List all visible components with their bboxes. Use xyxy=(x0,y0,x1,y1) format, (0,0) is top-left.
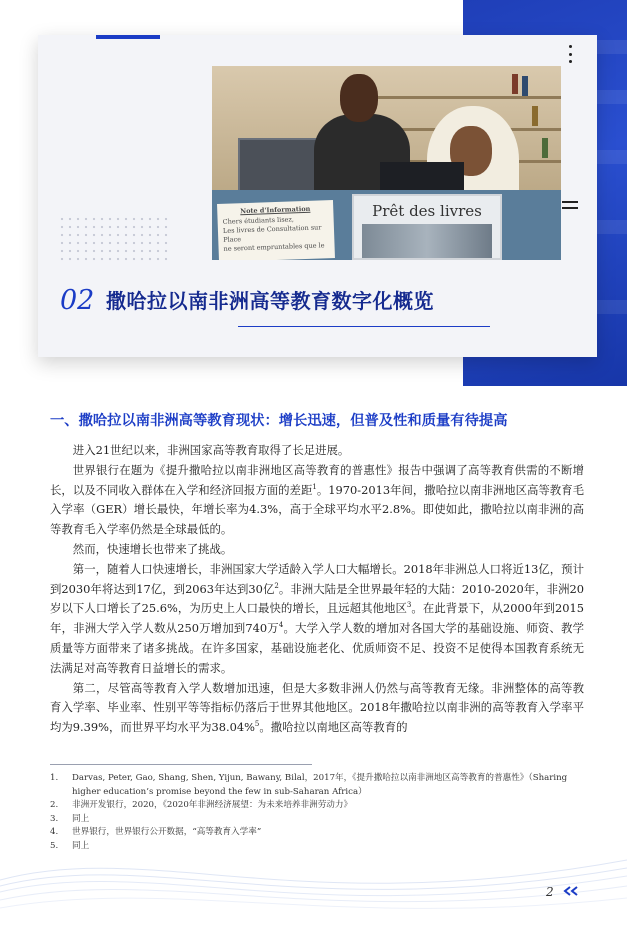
paragraph-text: 。非洲大陆是全世界最年轻的大陆：2010-2020年，非洲20岁以下人口增长了25.6%，为历史上人口最快的增长，且远超其他地区 xyxy=(50,581,584,616)
loan-sign-image xyxy=(362,224,492,258)
book xyxy=(522,76,528,96)
section-title: 撒哈拉以南非洲高等教育数字化概览 xyxy=(106,289,434,313)
dot-pattern xyxy=(58,215,170,265)
lines-icon xyxy=(562,201,578,209)
footnote xyxy=(50,799,584,813)
book xyxy=(532,106,538,126)
book xyxy=(542,138,548,158)
paragraph-text: 世界银行在题为《提升撒哈拉以南非洲地区高等教育的普惠性》报告中强调了高等教育供需的不断增长，以及不同收入群体在入学和经济回报方面的差距 xyxy=(50,462,584,497)
footnote-number: 4. xyxy=(50,827,59,838)
card-accent-bar xyxy=(96,35,160,39)
loan-sign-text: Prêt des livres xyxy=(372,202,482,220)
double-chevron-left-icon xyxy=(563,886,579,896)
paragraph-text: 。在此背景下，从2000年到2015年，非洲大学入学人数从250万增加到740万 xyxy=(50,601,584,636)
footnote-text: 同上 xyxy=(72,840,90,851)
footnote-text: Darvas, Peter, Gao, Shang, Shen, Yijun, Bawany, Bilal，2017年，《提升撒哈拉以南非洲地区高等教育的普惠性》（Sharing higher education’s promise beyond the few in sub-Saharan Africa） xyxy=(72,773,568,797)
article-body xyxy=(50,441,584,738)
paragraph: 然而，快速增长也带来了挑战。 xyxy=(72,541,233,556)
footnote-number: 5. xyxy=(50,840,59,851)
footnote-text: 同上 xyxy=(72,813,90,824)
paragraph: 进入21世纪以来，非洲国家高等教育取得了长足进展。 xyxy=(72,443,350,457)
paragraph xyxy=(50,679,584,738)
footnote-number: 1. xyxy=(50,773,59,783)
paragraph xyxy=(50,560,584,679)
article-heading: 一、撒哈拉以南非洲高等教育现状：增长迅速，但普及性和质量有待提高 xyxy=(50,413,508,429)
paragraph-text: 第一，随着人口快速增长，非洲国家大学适龄入学人口大幅增长。2018年非洲总人口将近13亿，预计到2030年将达到17亿，到2063年达到30亿 xyxy=(50,561,584,596)
notice-paper xyxy=(217,200,335,260)
more-options-icon xyxy=(566,45,574,63)
paragraph-text: 。大学入学人数的增加对各国大学的基础设施、师资、教学质量等方面带来了诸多挑战。在许多国家，基础设施老化、优质师资不足、投资不足使得本国教育系统无法满足对高等教育日益增长的需求。 xyxy=(50,621,584,675)
shelf xyxy=(362,96,561,99)
footnote-number: 3. xyxy=(50,813,59,824)
notice-line: Les livres de Consultation sur Place xyxy=(222,223,322,244)
notice-title: Note d'Information xyxy=(240,204,311,216)
notice-line: Chers étudiants lisez, xyxy=(222,215,295,226)
person-head xyxy=(340,74,378,122)
paragraph-text: 。1970-2013年间，撒哈拉以南非洲地区高等教育毛入学率（GER）增长最快，年增长率为4.3%，高于全球平均水平2.8%。即使如此，撒哈拉以南非洲的高等教育毛入学率仍然是全球最低的。 xyxy=(50,482,584,537)
footnote-text: 世界银行，世界银行公开数据，“高等教育入学率” xyxy=(72,827,262,838)
footnote-ref: 5 xyxy=(254,720,260,729)
loan-sign xyxy=(352,194,502,260)
footnote-ref: 2 xyxy=(274,581,279,590)
footnote xyxy=(50,772,584,799)
footnote-ref: 3 xyxy=(406,601,412,610)
footnote-ref: 1 xyxy=(312,482,317,491)
decorative-wave xyxy=(0,820,627,929)
footnote-divider xyxy=(50,764,312,765)
section-number: 02 xyxy=(60,285,95,316)
page-number: 2 xyxy=(546,885,554,899)
paragraph-text: 第二，尽管高等教育入学人数增加迅速，但是大多数非洲人仍然与高等教育无缘。非洲整体的高等教育入学率、毕业率、性别平等等指标仍落后于世界其他地区。2018年撒哈拉以南非洲的高等教育入学率平均为9.39%，而世界平均水平为38.04% xyxy=(50,680,584,735)
notice-line: ne seront empruntables que le xyxy=(223,241,325,253)
title-underline xyxy=(238,326,490,327)
book xyxy=(512,74,518,94)
paragraph-text: 。撒哈拉以南地区高等教育的 xyxy=(259,720,408,735)
header-photo xyxy=(212,66,561,260)
footnote-number: 2. xyxy=(50,800,59,811)
paragraph xyxy=(50,461,584,540)
footnote-text: 非洲开发银行，2020，《2020年非洲经济展望：为未来培养非洲劳动力》 xyxy=(72,800,353,811)
footnote-ref: 4 xyxy=(278,621,284,630)
